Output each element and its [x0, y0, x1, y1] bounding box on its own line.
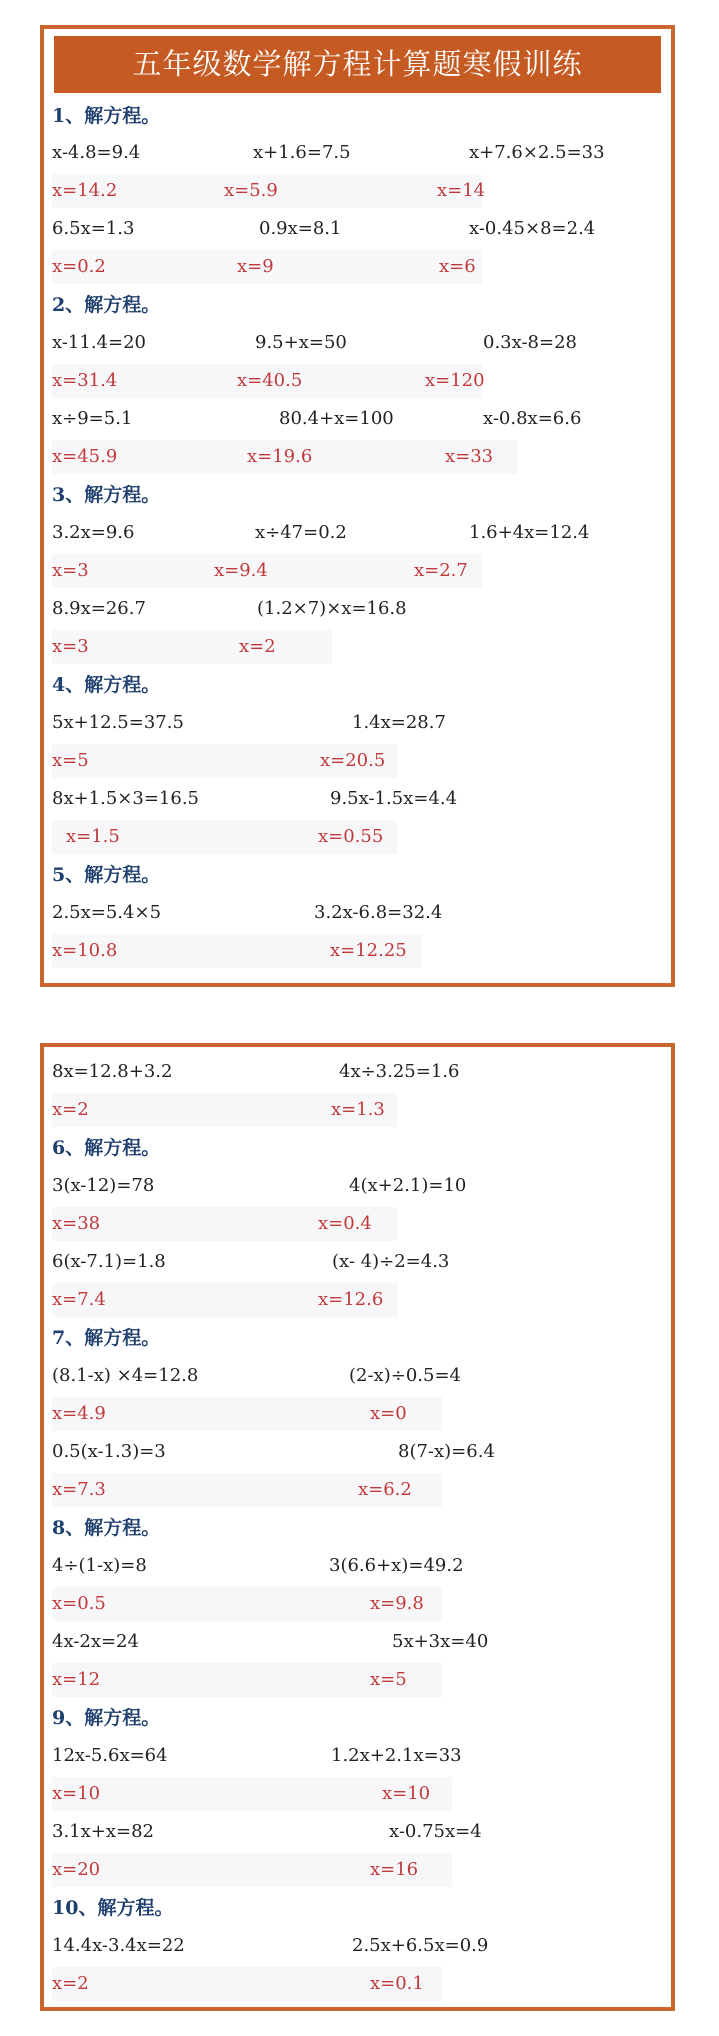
worksheet-card-1 — [40, 25, 675, 987]
equation: (2-x)÷0.5=4 — [349, 1365, 461, 1386]
equation: x-0.45×8=2.4 — [469, 218, 596, 239]
equation: 3.1x+x=82 — [52, 1821, 154, 1842]
section-heading-2: 2、解方程。 — [52, 294, 161, 316]
equation: 3.2x-6.8=32.4 — [314, 902, 443, 923]
equation: 8x=12.8+3.2 — [52, 1061, 173, 1082]
section-heading-8: 8、解方程。 — [52, 1517, 161, 1539]
equation: 5x+12.5=37.5 — [52, 712, 184, 733]
equation: 0.5(x-1.3)=3 — [52, 1441, 166, 1462]
answer: x=2 — [52, 1973, 89, 1994]
equation: 5x+3x=40 — [392, 1631, 489, 1652]
equation-row — [52, 1815, 662, 1849]
equation: 80.4+x=100 — [279, 408, 394, 429]
answer-row — [52, 1207, 397, 1241]
equation-row — [52, 706, 662, 740]
answer: x=7.3 — [52, 1479, 106, 1500]
answer: x=5 — [52, 750, 89, 771]
equation: 8.9x=26.7 — [52, 598, 146, 619]
answer-row — [52, 1853, 452, 1887]
answer: x=4.9 — [52, 1403, 106, 1424]
answer: x=33 — [445, 446, 494, 467]
answer: x=5 — [370, 1669, 407, 1690]
answer: x=40.5 — [237, 370, 303, 391]
answer: x=120 — [425, 370, 485, 391]
answer: x=5.9 — [224, 180, 278, 201]
equation-row — [52, 136, 662, 170]
equation: 1.2x+2.1x=33 — [331, 1745, 462, 1766]
answer: x=19.6 — [247, 446, 313, 467]
section-heading-7: 7、解方程。 — [52, 1327, 161, 1349]
equation: 2.5x+6.5x=0.9 — [352, 1935, 489, 1956]
section-heading-10: 10、解方程。 — [52, 1897, 174, 1919]
equation-row — [52, 402, 662, 436]
answer-row — [52, 1397, 442, 1431]
answer: x=10 — [382, 1783, 431, 1804]
equation: 3(x-12)=78 — [52, 1175, 155, 1196]
equation-row — [52, 516, 662, 550]
equation: 1.4x=28.7 — [352, 712, 446, 733]
answer: x=6 — [439, 256, 476, 277]
answer: x=20 — [52, 1859, 101, 1880]
answer-row — [52, 1093, 397, 1127]
equation: x+1.6=7.5 — [253, 142, 351, 163]
equation: 2.5x=5.4×5 — [52, 902, 162, 923]
section-heading-4: 4、解方程。 — [52, 674, 161, 696]
equation: x-4.8=9.4 — [52, 142, 141, 163]
answer-row — [52, 820, 397, 854]
answer: x=9.8 — [370, 1593, 424, 1614]
answer-row — [52, 1967, 442, 2001]
equation: 6(x-7.1)=1.8 — [52, 1251, 166, 1272]
equation: 3(6.6+x)=49.2 — [329, 1555, 464, 1576]
equation-row — [52, 1435, 662, 1469]
answer: x=1.3 — [331, 1099, 385, 1120]
answer: x=0 — [370, 1403, 407, 1424]
equation-row — [52, 1055, 662, 1089]
section-heading-1: 1、解方程。 — [52, 105, 161, 127]
answer: x=0.55 — [318, 826, 384, 847]
answer-row — [52, 934, 422, 968]
answer: x=12.6 — [318, 1289, 384, 1310]
section-heading-9: 9、解方程。 — [52, 1707, 161, 1729]
equation: x-0.75x=4 — [389, 1821, 482, 1842]
equation: 6.5x=1.3 — [52, 218, 135, 239]
equation: 4(x+2.1)=10 — [349, 1175, 467, 1196]
answer: x=16 — [370, 1859, 419, 1880]
answer: x=9 — [237, 256, 274, 277]
equation: 4x÷3.25=1.6 — [339, 1061, 460, 1082]
answer: x=10 — [52, 1783, 101, 1804]
answer: x=12 — [52, 1669, 101, 1690]
answer-row — [52, 364, 485, 398]
answer: x=2 — [239, 636, 276, 657]
equation: (8.1-x) ×4=12.8 — [52, 1365, 199, 1386]
answer-row — [52, 174, 486, 208]
answer: x=6.2 — [358, 1479, 412, 1500]
equation: x-11.4=20 — [52, 332, 146, 353]
answer-row — [52, 744, 397, 778]
worksheet-card-2 — [40, 1043, 675, 2011]
answer-row — [52, 440, 517, 474]
equation: 8(7-x)=6.4 — [398, 1441, 495, 1462]
equation: 1.6+4x=12.4 — [469, 522, 590, 543]
equation-row — [52, 1929, 662, 1963]
equation-row — [52, 1359, 662, 1393]
equation-row — [52, 1549, 662, 1583]
answer: x=7.4 — [52, 1289, 106, 1310]
answer: x=0.5 — [52, 1593, 106, 1614]
answer: x=0.2 — [52, 256, 106, 277]
equation-row — [52, 1625, 662, 1659]
equation-row — [52, 212, 662, 246]
equation: 8x+1.5×3=16.5 — [52, 788, 200, 809]
answer: x=2.7 — [414, 560, 468, 581]
answer: x=45.9 — [52, 446, 118, 467]
section-heading-6: 6、解方程。 — [52, 1137, 161, 1159]
answer-row — [52, 1777, 452, 1811]
equation-row — [52, 1245, 662, 1279]
answer-row — [52, 630, 332, 664]
answer: x=38 — [52, 1213, 101, 1234]
equation-row — [52, 592, 662, 626]
answer: x=1.5 — [66, 826, 120, 847]
equation-row — [52, 1739, 662, 1773]
equation-row — [52, 782, 662, 816]
equation: 12x-5.6x=64 — [52, 1745, 168, 1766]
answer: x=2 — [52, 1099, 89, 1120]
equation: 4x-2x=24 — [52, 1631, 139, 1652]
equation-row — [52, 326, 662, 360]
equation: 9.5+x=50 — [255, 332, 347, 353]
answer-row — [52, 554, 482, 588]
answer-row — [52, 1283, 397, 1317]
equation: x-0.8x=6.6 — [483, 408, 582, 429]
equation: 4÷(1-x)=8 — [52, 1555, 147, 1576]
answer: x=10.8 — [52, 940, 118, 961]
page-title: 五年级数学解方程计算题寒假训练 — [54, 36, 661, 93]
section-heading-5: 5、解方程。 — [52, 864, 161, 886]
answer: x=0.4 — [318, 1213, 372, 1234]
equation: x+7.6×2.5=33 — [469, 142, 605, 163]
answer: x=12.25 — [330, 940, 407, 961]
equation: (1.2×7)×x=16.8 — [257, 598, 407, 619]
equation-row — [52, 896, 662, 930]
equation: 14.4x-3.4x=22 — [52, 1935, 185, 1956]
answer: x=14.2 — [52, 180, 118, 201]
equation: 9.5x-1.5x=4.4 — [330, 788, 458, 809]
answer: x=9.4 — [214, 560, 268, 581]
answer: x=0.1 — [370, 1973, 424, 1994]
answer-row — [52, 1663, 442, 1697]
answer: x=31.4 — [52, 370, 118, 391]
answer: x=14 — [437, 180, 486, 201]
equation: 0.3x-8=28 — [483, 332, 577, 353]
equation-row — [52, 1169, 662, 1203]
section-heading-3: 3、解方程。 — [52, 484, 161, 506]
answer: x=20.5 — [320, 750, 386, 771]
answer-row — [52, 1587, 442, 1621]
answer-row — [52, 250, 482, 284]
equation: x÷9=5.1 — [52, 408, 133, 429]
answer: x=3 — [52, 560, 89, 581]
equation: 0.9x=8.1 — [259, 218, 342, 239]
answer: x=3 — [52, 636, 89, 657]
equation: x÷47=0.2 — [255, 522, 347, 543]
equation: (x- 4)÷2=4.3 — [332, 1251, 450, 1272]
equation: 3.2x=9.6 — [52, 522, 135, 543]
answer-row — [52, 1473, 442, 1507]
